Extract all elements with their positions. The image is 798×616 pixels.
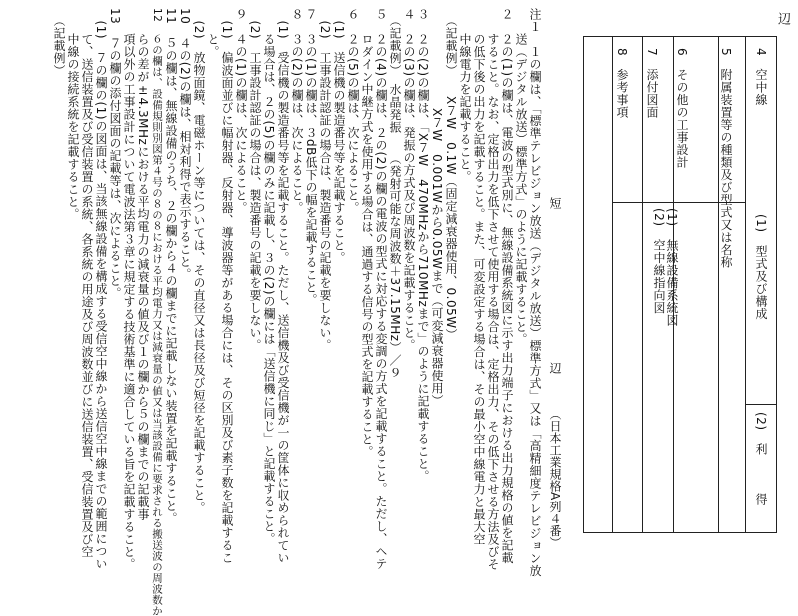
note-line: 12 ６の欄は、設備規則別図第４号の８の８における平均電力又は減衰量の値又は当該設備に要求される搬送波の周波数か — [151, 8, 163, 616]
note-line: る場合は、２の(5)の欄のみに記載し、３の(2)の欄には「送信機に同じ」と記載すること。 — [262, 8, 276, 545]
note-line: ロダイン中継方式を使用する場合は、通過する信号の型式を記載すること。 — [360, 8, 374, 458]
cell-antenna-gain: (2) 利 得 — [754, 412, 768, 506]
note-line: 注１ １の欄は、「標準テレビジョン放送（デジタル放送）標準方式」又は「高精細度テレビジョン放 — [528, 8, 542, 577]
row-reference-items: 8 参考事項 — [615, 48, 629, 119]
note-line: 13 ７の欄の添付図面の記載等は、次によること。 — [108, 8, 122, 300]
note-line: (1) 送信機の製造番号等を記載すること。 — [332, 8, 346, 264]
long-side-label: 辺 — [548, 362, 562, 375]
note-line: ７ ３の(1)の欄は、３dB低下の幅を記載すること。 — [304, 8, 318, 306]
note-line: (1) ７の欄の(1)の図面は、当該無線設備を構成する受信空中線から送信空中線までの範囲につい — [94, 8, 108, 570]
note-line: て、送信装置及び受信装置の系統、各系統の用途及び周波数並びに送信装置、受信装置及び空 — [80, 8, 94, 558]
note-line: 中線の接続系統を記載すること。 — [66, 8, 80, 221]
note-line: (2) 工事設計認証の場合は、製造番号の記載を要しない。 — [248, 8, 262, 352]
note-line: すること。なお、定格出力を低下させて使用する場合は、定格出力、その低下させる方法及びそ — [486, 8, 500, 571]
row-other-engineering-design: 6 その他の工事設計 — [675, 48, 689, 169]
note-line: 中線電力を記載すること。 — [458, 8, 472, 183]
short-side-label: 短 — [548, 197, 562, 210]
note-line: (2) 放物面鏡、電磁ホーン等については、その直径又は長径及び短径を記載すること。 — [192, 8, 206, 514]
note-line: 11 ５の欄は、無線設備のうち、２の欄から４の欄までに記載しない装置を記載すること。 — [164, 8, 178, 525]
note-line: ６ ２の(5)の欄は、次によること。 — [346, 8, 360, 214]
corner-side-label: 辺 — [775, 12, 790, 26]
row-attached-drawings: 7 添付図面 — [645, 48, 659, 119]
row-accessory-equipment: 5 附属装置等の種類及び型式又は名称 — [719, 48, 733, 269]
note-line: X７W 0.001Wから0.05Wまで（可変減衰器使用） — [430, 8, 444, 407]
cell-antenna-directivity-diagram: (2) 空中線指向図 — [652, 208, 666, 314]
note-line: ９ ４の(1)の欄は、次によること。 — [234, 8, 248, 214]
note-line: （記載例） 水晶発振 （発射可能な周波数＋37.15MHz）／９ — [388, 8, 402, 380]
note-line: （記載例） X７W 0.1W（固定減衰器使用、0.05W） — [444, 8, 458, 342]
note-line: らの差が±4.3MHzにおける平均電力の減衰量の値及び１の欄から５の欄までの記載事 — [136, 8, 150, 521]
cell-system-diagram: (1) 無線設備系統図 — [665, 208, 679, 327]
note-line: ５ ２の(4)の欄は、２の(2)の欄の電波の型式に対応する変調の方式を記載すること。ただし、ヘテ — [374, 8, 388, 570]
note-line: (1) 受信機の製造番号等を記載すること。ただし、送信機及び受信機が一の筐体に収められてい — [276, 8, 290, 564]
note-line: ４ ２の(3)の欄は、発振の方式及び周波数を記載すること。 — [402, 8, 416, 352]
row-antenna: 4 空中線 — [754, 48, 768, 107]
note-line: 送（デジタル放送）標準方式」のように記載すること。 — [514, 8, 528, 346]
note-line: ３ ２の(2)の欄は、「X７W 470MHzから710MHzまで」のように記載すること。 — [416, 8, 430, 483]
note-line: 10 ４の(2)の欄は、相対利得で表示すること。 — [178, 8, 192, 281]
note-line: (1) 偏波面並びに幅射器、反射器、導波器等がある場合には、その区別及び素子数を記載するこ — [220, 8, 234, 564]
cell-antenna-type: (1) 型式及び構成 — [754, 214, 768, 320]
note-line: 項以外の工事設計について電波法第３章に規定する技術基準に適合している旨を記載すること。 — [122, 8, 136, 571]
note-line: と。 — [206, 8, 220, 58]
note-line: ８ ３の(2)の欄は、次によること。 — [290, 8, 304, 214]
note-line: の低下後の出力を記載すること。また、可変設定する場合は、その最小空中線電力と最大空 — [472, 8, 486, 546]
note-line: (2) 工事設計認証の場合は、製造番号の記載を要しない。 — [318, 8, 332, 352]
paper-size-label: （日本工業規格A列４番） — [548, 408, 562, 549]
note-line: ２ ２の(1)の欄は、電波の型式別に、無線設備系統図に示す出力端子における出力規格の値を記載 — [500, 8, 514, 564]
note-line: （記載例） — [52, 8, 66, 77]
